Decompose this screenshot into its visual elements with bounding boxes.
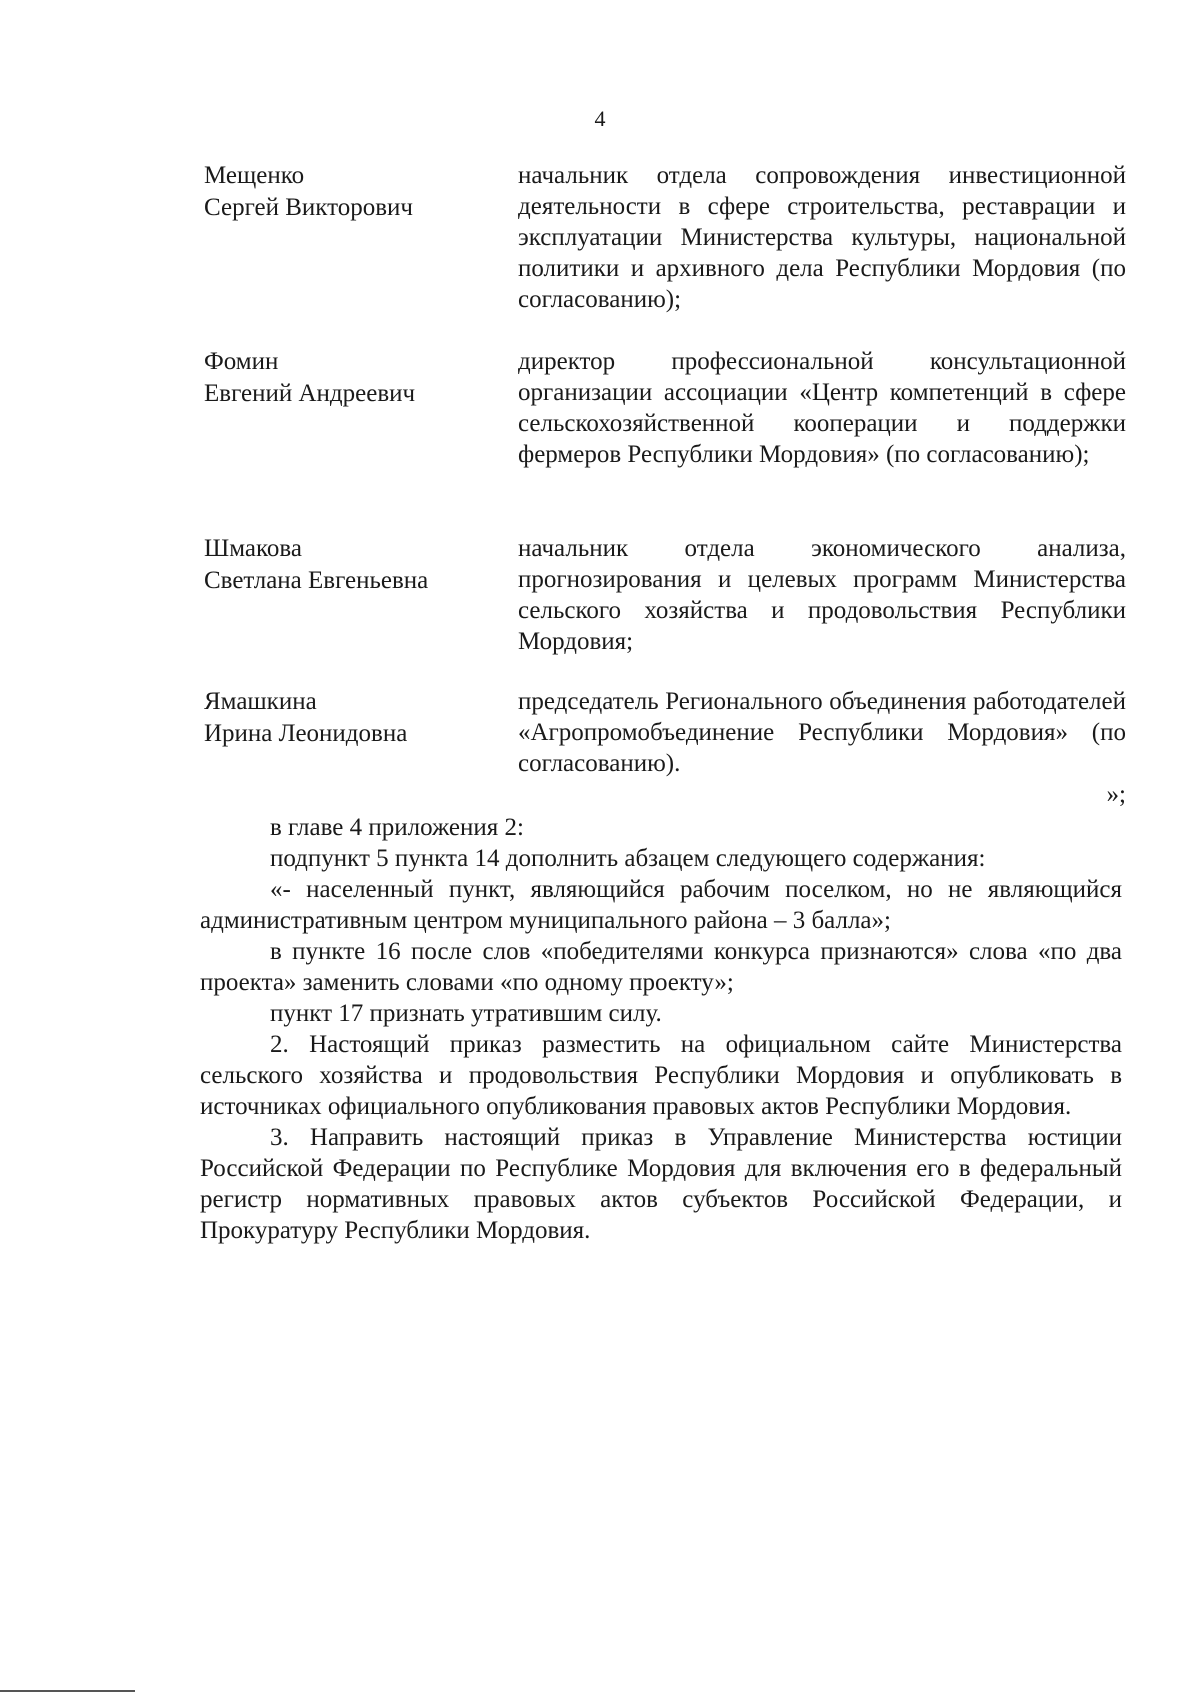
member-position: директор профессиональной консультационной организации ассоциации «Центр компетенций в сфере сельскохозяйственной кооперации и поддержки фермеров Республики Мордовия» (по согласованию); xyxy=(518,348,1126,468)
member-given-names: Светлана Евгеньевна xyxy=(204,567,429,594)
paragraph: «- населенный пункт, являющийся рабочим поселком, но не являющийся административным центром муниципального района – 3 балла»; xyxy=(200,876,1122,934)
member-surname: Ямашкина xyxy=(204,688,317,715)
member-name xyxy=(204,160,494,224)
paragraph: в пункте 16 после слов «победителями конкурса признаются» слова «по два проекта» заменить словами «по одному проекту»; xyxy=(200,938,1122,996)
page-number: 4 xyxy=(594,106,606,131)
member-position: председатель Регионального объединения работодателей «Агропромобъединение Республики Мордовия» (по согласованию). xyxy=(518,688,1126,777)
member-surname: Мещенко xyxy=(204,162,305,189)
paragraph: пункт 17 признать утратившим силу. xyxy=(270,1000,662,1027)
scan-edge-line xyxy=(0,1690,135,1692)
paragraph: 2. Настоящий приказ разместить на официальном сайте Министерства сельского хозяйства и продовольствия Республики Мордовия и опубликовать в источниках официального опубликования правовых актов Республики Мордовия. xyxy=(200,1031,1122,1120)
member-name xyxy=(204,533,494,597)
document-body xyxy=(200,812,1122,1246)
paragraph: подпункт 5 пункта 14 дополнить абзацем следующего содержания: xyxy=(270,845,986,872)
member-surname: Фомин xyxy=(204,348,279,375)
paragraph: 3. Направить настоящий приказ в Управление Министерства юстиции Российской Федерации по Республике Мордовия для включения его в федеральный регистр нормативных правовых актов субъектов Российской Федерации, и Прокуратуру Республики Мордовия. xyxy=(200,1124,1122,1244)
paragraph: в главе 4 приложения 2: xyxy=(270,814,524,841)
member-given-names: Евгений Андреевич xyxy=(204,380,416,407)
member-given-names: Сергей Викторович xyxy=(204,194,413,221)
member-given-names: Ирина Леонидовна xyxy=(204,720,408,747)
member-position: начальник отдела экономического анализа, прогнозирования и целевых программ Министерства сельского хозяйства и продовольствия Республики Мордовия; xyxy=(518,535,1126,655)
closing-quote: »; xyxy=(1106,781,1126,808)
member-position: начальник отдела сопровождения инвестиционной деятельности в сфере строительства, реставрации и эксплуатации Министерства культуры, национальной политики и архивного дела Республики Мордовия (по согласованию); xyxy=(518,162,1126,313)
member-position-block xyxy=(518,686,1126,810)
member-surname: Шмакова xyxy=(204,535,302,562)
member-name xyxy=(204,346,494,410)
member-name xyxy=(204,686,494,750)
